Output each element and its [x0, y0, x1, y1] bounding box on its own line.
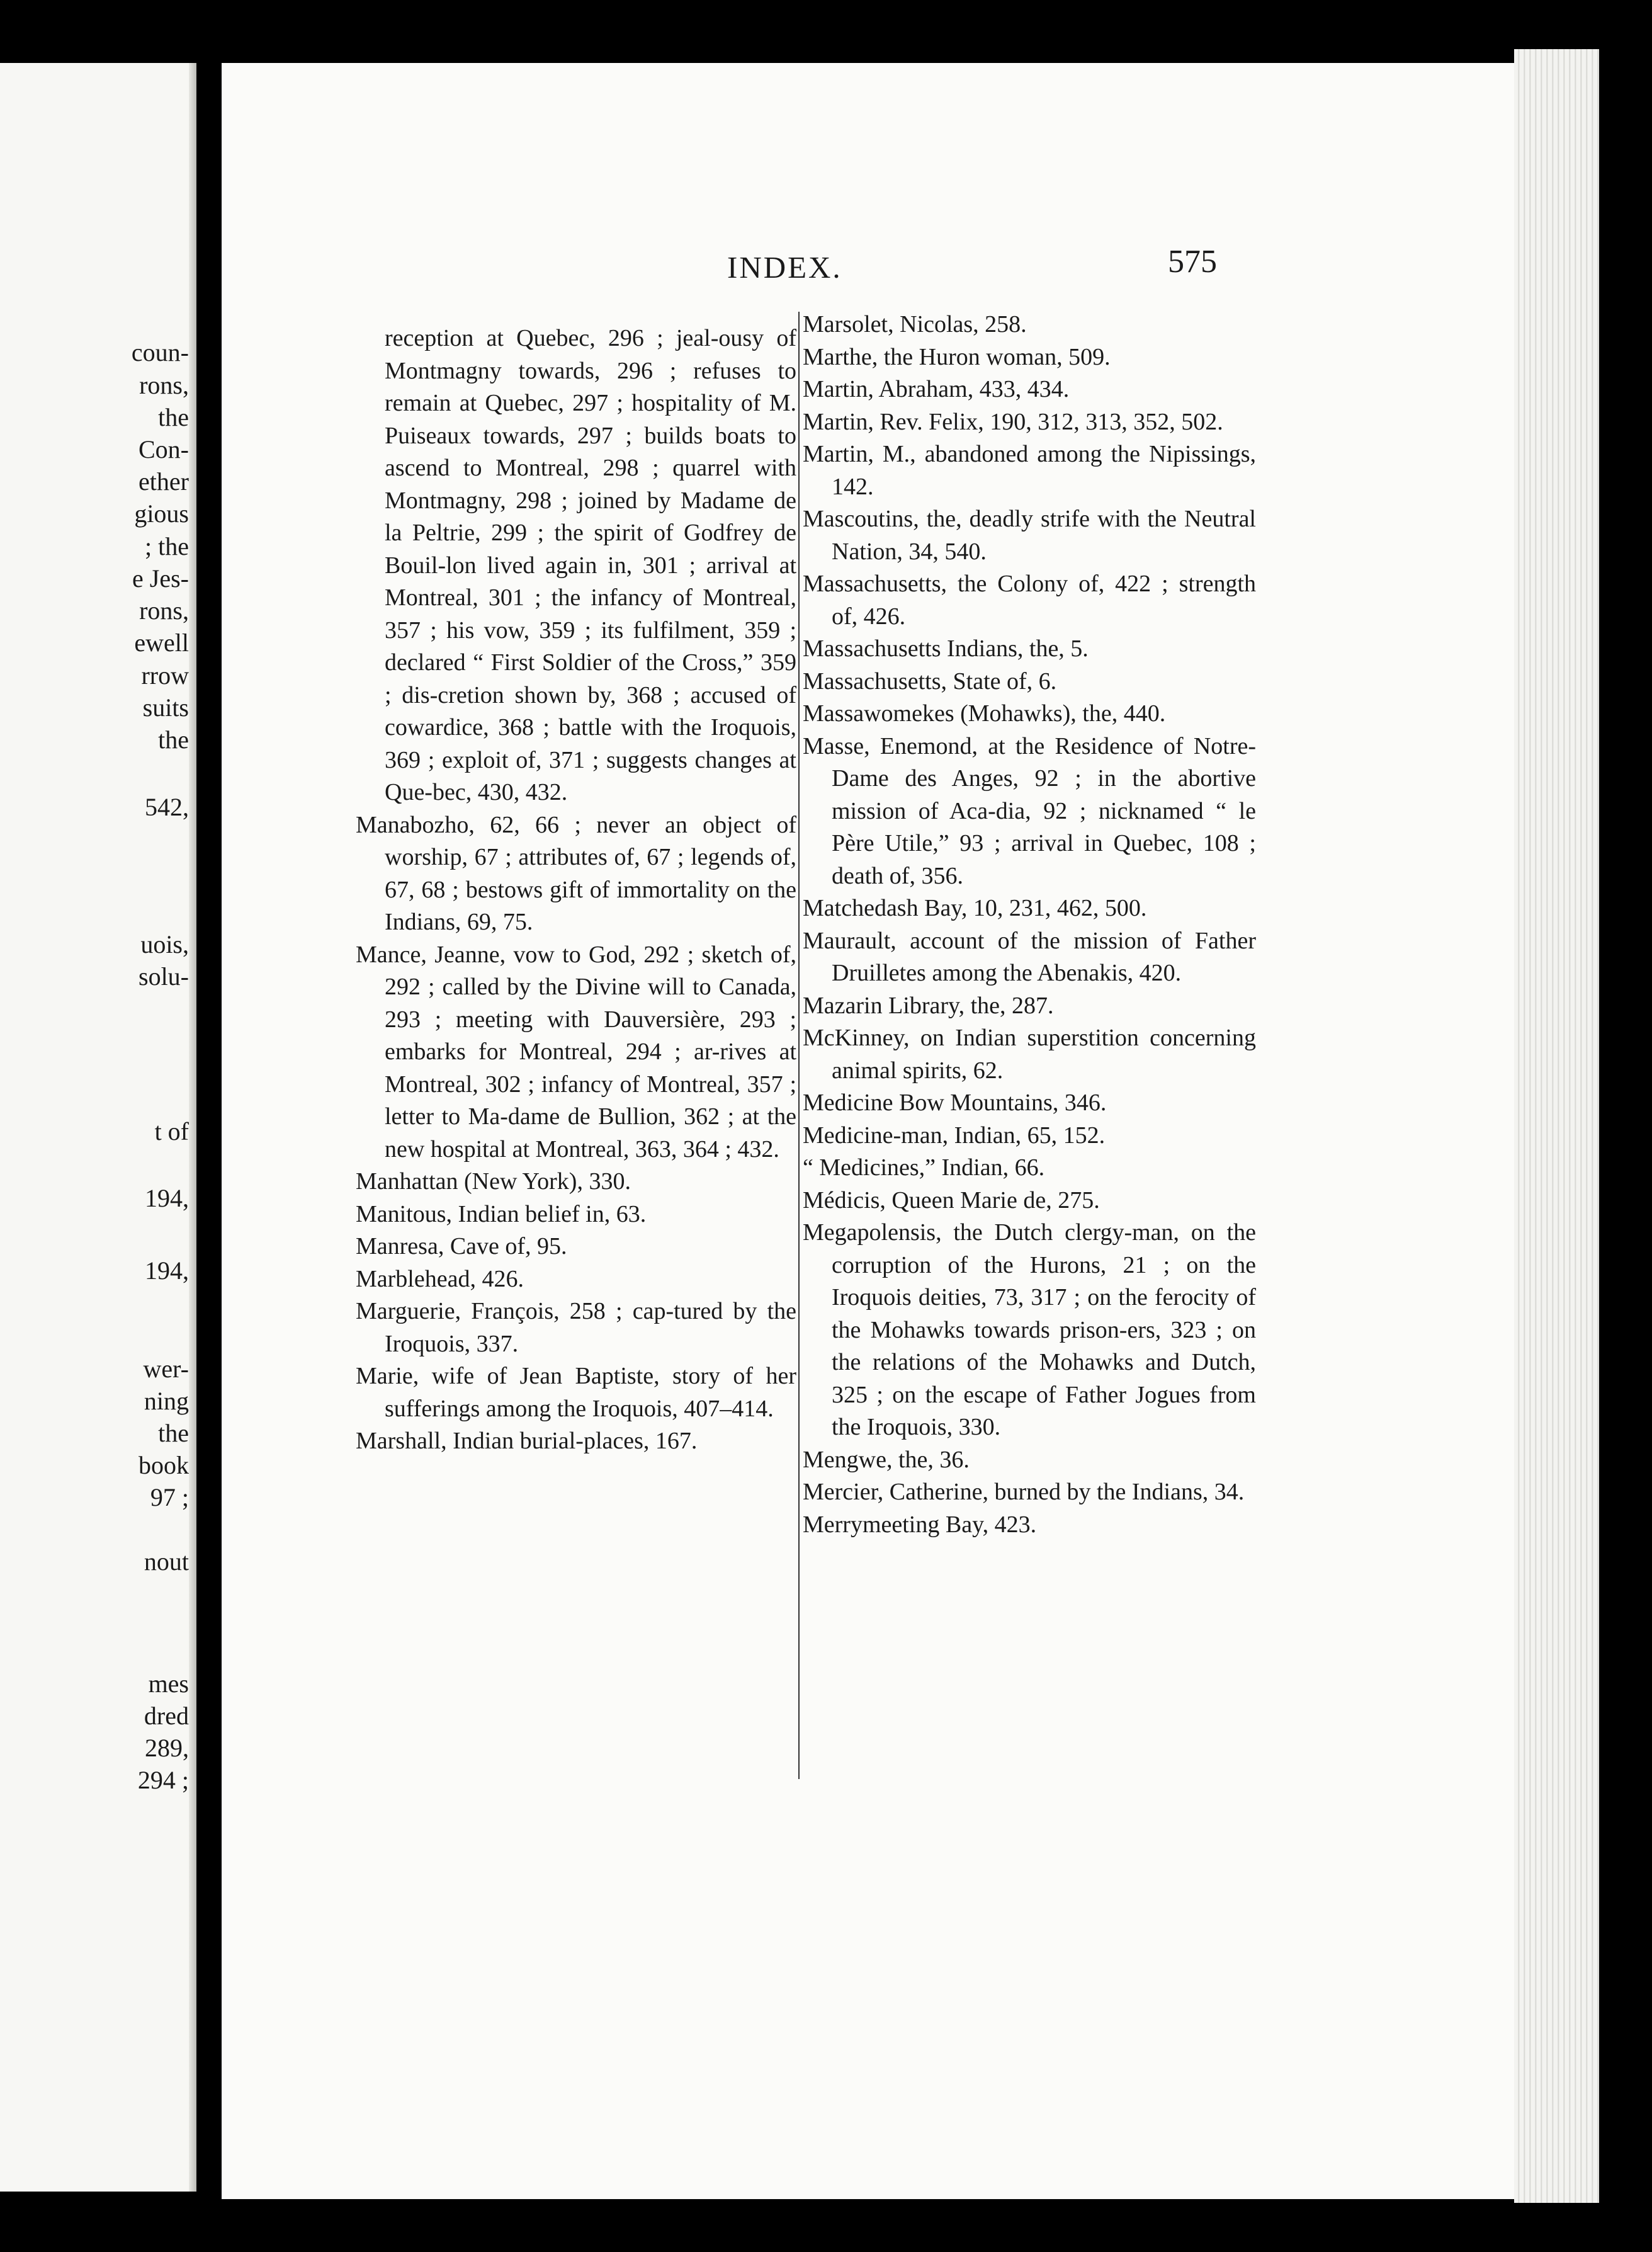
book-gutter: [189, 63, 196, 2192]
index-entry: Médicis, Queen Marie de, 275.: [803, 1186, 1100, 1214]
left-page-fragment: coun-: [131, 338, 189, 367]
left-page-fragment: ning: [144, 1387, 189, 1415]
index-entry: McKinney, on Indian superstition concerning animal spirits, 62.: [803, 1025, 1256, 1084]
left-page-fragment: 194,: [145, 1184, 189, 1212]
index-entry: Mance, Jeanne, vow to God, 292 ; sketch of, 292 ; called by the Divine will to Canada, 293 ; meeting with Dauversière, 293 ; embarks for Montreal, 294 ; ar-rives at Montreal, 302 ; infancy of Montreal, 357 ; letter to Ma-dame de Bullion, 362 ; at the new hospital at Montreal, 363, 364 ; 432.: [356, 941, 796, 1163]
left-page-fragment: dred: [144, 1702, 189, 1730]
index-column-right: [803, 309, 1256, 1541]
left-page-fragment: 542,: [145, 793, 189, 821]
index-entry: Mercier, Catherine, burned by the Indians, 34.: [803, 1479, 1245, 1505]
index-entry: Medicine-man, Indian, 65, 152.: [803, 1122, 1106, 1149]
left-page-fragment: rons,: [139, 596, 189, 625]
left-page-fragment: e Jes-: [132, 564, 189, 593]
index-entry: Massachusetts, the Colony of, 422 ; strength of, 426.: [803, 571, 1256, 630]
index-entry: Massachusetts, State of, 6.: [803, 668, 1057, 695]
left-page-fragment: wer-: [143, 1355, 189, 1383]
page-number: 575: [1168, 244, 1217, 280]
index-entry: Maurault, account of the mission of Father Druilletes among the Abenakis, 420.: [803, 927, 1256, 986]
index-entry: Marthe, the Huron woman, 509.: [803, 343, 1111, 370]
left-page-fragment: ewell: [134, 628, 189, 657]
left-page-fragment: 294 ;: [137, 1766, 189, 1794]
left-page-fragment: 289,: [145, 1734, 189, 1762]
left-page-fragment: the: [158, 403, 189, 431]
index-entry: Marsolet, Nicolas, 258.: [803, 311, 1027, 338]
left-page-fragment: rons,: [139, 371, 189, 399]
left-page-fragment: the: [158, 1419, 189, 1447]
index-entry: Martin, Rev. Felix, 190, 312, 313, 352, 502.: [803, 408, 1223, 435]
index-entry: “ Medicines,” Indian, 66.: [803, 1154, 1045, 1181]
running-title: INDEX.: [727, 250, 842, 285]
index-entry: Manhattan (New York), 330.: [356, 1168, 631, 1195]
left-page-fragment: the: [158, 725, 189, 754]
index-entry: Marshall, Indian burial-places, 167.: [356, 1428, 698, 1454]
index-entry: Mascoutins, the, deadly strife with the Neutral Nation, 34, 540.: [803, 506, 1256, 565]
left-page-fragment: ether: [139, 467, 189, 496]
index-entry: Marie, wife of Jean Baptiste, story of her sufferings among the Iroquois, 407–414.: [356, 1363, 796, 1422]
index-entry: Massawomekes (Mohawks), the, 440.: [803, 700, 1166, 727]
left-page-fragment: rrow: [141, 661, 189, 690]
left-page-fragment: t of: [154, 1117, 189, 1146]
left-page: [0, 63, 195, 2192]
left-page-fragment: 194,: [145, 1256, 189, 1285]
index-entry: Marguerie, François, 258 ; cap-tured by the Iroquois, 337.: [356, 1298, 796, 1357]
index-entry: Marblehead, 426.: [356, 1265, 524, 1292]
page-edges: [1514, 49, 1599, 2203]
index-entry: Masse, Enemond, at the Residence of Notre-Dame des Anges, 92 ; in the abortive mission of Aca-dia, 92 ; nicknamed “ le Père Utile,” 93 ; arrival in Quebec, 108 ; death of, 356.: [803, 732, 1256, 889]
left-page-fragment: 97 ;: [150, 1483, 189, 1511]
left-page-fragment: suits: [142, 693, 189, 722]
column-divider: [798, 312, 800, 1779]
index-entry: Martin, M., abandoned among the Nipissings, 142.: [803, 441, 1256, 500]
index-entry: Mengwe, the, 36.: [803, 1446, 970, 1473]
index-entry: Matchedash Bay, 10, 231, 462, 500.: [803, 895, 1147, 921]
index-entry: Mazarin Library, the, 287.: [803, 992, 1054, 1019]
left-page-fragment: mes: [148, 1669, 189, 1698]
index-entry: Martin, Abraham, 433, 434.: [803, 376, 1070, 402]
left-page-fragment: Con-: [139, 435, 189, 463]
left-page-fragment: ; the: [145, 532, 189, 560]
left-page-text-fragments: [0, 63, 189, 2192]
index-entry: Massachusetts Indians, the, 5.: [803, 635, 1089, 662]
left-page-fragment: uois,: [140, 930, 189, 958]
index-entry: Manabozho, 62, 66 ; never an object of worship, 67 ; attributes of, 67 ; legends of, 67, 68 ; bestows gift of immortality on the Indians, 69, 75.: [356, 811, 796, 935]
index-entry: Merrymeeting Bay, 423.: [803, 1511, 1037, 1538]
left-page-fragment: solu-: [139, 962, 189, 991]
index-entry: Medicine Bow Mountains, 346.: [803, 1089, 1107, 1116]
index-entry: reception at Quebec, 296 ; jeal-ousy of Montmagny towards, 296 ; refuses to remain at Quebec, 297 ; hospitality of M. Puiseaux towards, 297 ; builds boats to ascend to Montreal, 298 ; quarrel with Montmagny, 298 ; joined by Madame de la Peltrie, 299 ; the spirit of Godfrey de Bouil-lon lived again in, 301 ; arrival at Montreal, 301 ; the infancy of Montreal, 357 ; his vow, 359 ; its fulfilment, 359 ; declared “ First Soldier of the Cross,” 359 ; dis-cretion shown by, 368 ; accused of cowardice, 368 ; battle with the Iroquois, 369 ; exploit of, 371 ; suggests changes at Que-bec, 430, 432.: [385, 325, 796, 805]
index-entry: Manresa, Cave of, 95.: [356, 1233, 567, 1260]
left-page-fragment: book: [139, 1451, 189, 1479]
index-column-left: [356, 322, 796, 1458]
left-page-fragment: gious: [134, 499, 189, 528]
index-entry: Megapolensis, the Dutch clergy-man, on the corruption of the Hurons, 21 ; on the Iroquois deities, 73, 317 ; on the ferocity of the Mohawks towards prison-ers, 323 ; on the relations of the Mohawks and Dutch, 325 ; on the escape of Father Jogues from the Iroquois, 330.: [803, 1219, 1256, 1440]
left-page-fragment: nout: [144, 1547, 189, 1576]
index-entry: Manitous, Indian belief in, 63.: [356, 1200, 647, 1227]
